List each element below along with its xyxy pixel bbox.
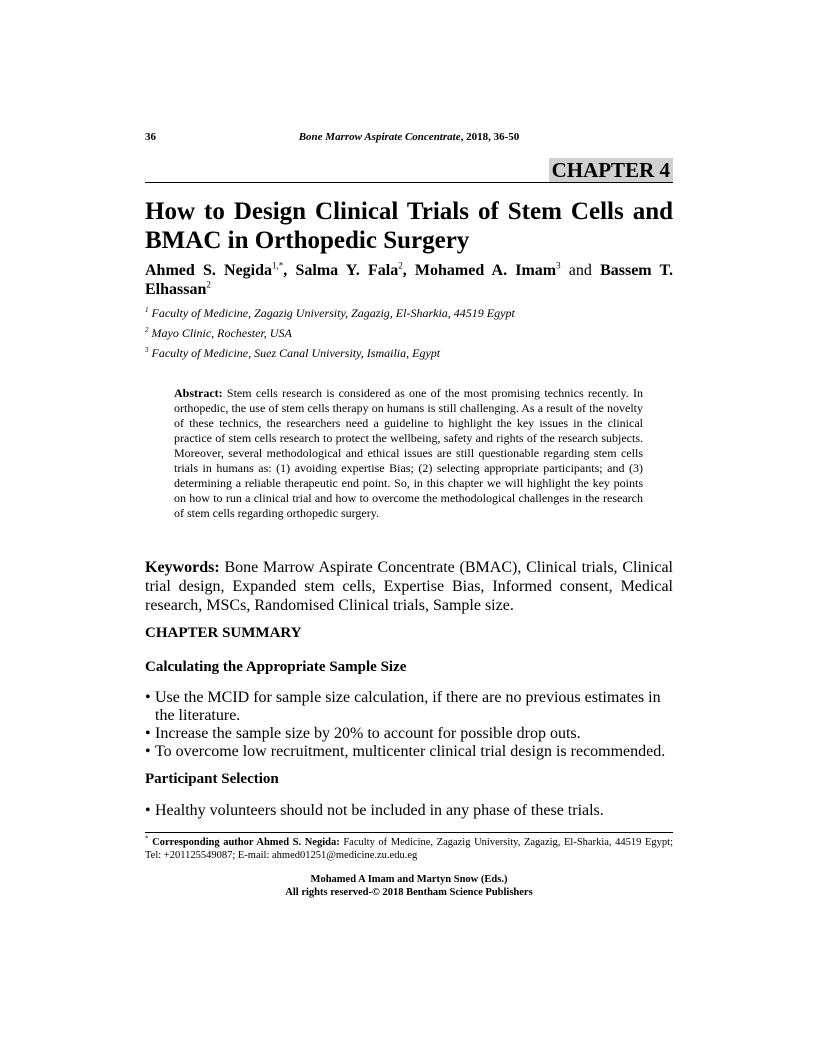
list-item: • Use the MCID for sample size calculation, if there are no previous estimates in the literature.: [145, 689, 673, 725]
footnote-text: Faculty of Medicine, Zagazig University, Zagazig, El-Sharkia, 44519 Egypt; Tel: +201125549087; E-mail: ahmed01251@medicine.zu.edu.eg: [145, 837, 673, 861]
section-heading: Participant Selection: [145, 771, 279, 787]
abstract: [174, 386, 643, 521]
affiliation-text: Faculty of Medicine, Suez Canal University, Ismailia, Egypt: [151, 346, 441, 360]
author-name: Bassem T. Elhassan: [145, 262, 674, 298]
keywords-label: Keywords:: [145, 559, 220, 576]
author-list: [145, 261, 673, 299]
list-item: • Increase the sample size by 20% to account for possible drop outs.: [145, 725, 673, 743]
affiliation-item: [145, 323, 673, 343]
keywords: [145, 558, 673, 615]
bullet-list: [145, 802, 673, 820]
abstract-text: Stem cells research is considered as one of the most promising technics recently. In orthopedic, the use of stem cells therapy on humans is still challenging. As a result of the novelty of these technics, the researchers need a guideline to highlight the key issues in the clinical practice of stem cells research to protect the wellbeing, safety and rights of the research subjects. Moreover, several methodological and ethical issues are still questionable regarding stem cells trials in humans as: (1) avoiding expertise Bias; (2) selecting appropriate participants; and (3) determining a reliable therapeutic end point. So, in this chapter we will highlight the key points on how to run a clinical trial and how to overcome the methodological challenges in the research of stem cells regarding orthopedic surgery.: [174, 386, 643, 520]
abstract-label: Abstract:: [174, 386, 223, 400]
footnote: [145, 836, 673, 862]
journal-year-pages: , 2018, 36-50: [460, 131, 520, 143]
keywords-text: Bone Marrow Aspirate Concentrate (BMAC), Clinical trials, Clinical trial design, Expanded stem cells, Expertise Bias, Informed consent, Medical research, MSCs, Randomised Clinical trials, Sample size.: [145, 559, 674, 614]
list-item: • Healthy volunteers should not be included in any phase of these trials.: [145, 802, 673, 820]
page-number: 36: [145, 131, 156, 143]
journal-title: Bone Marrow Aspirate Concentrate: [298, 131, 461, 143]
footnote-label: Corresponding author Ahmed S. Negida:: [152, 837, 340, 848]
copyright-line: All rights reserved-© 2018 Bentham Science Publishers: [285, 887, 533, 898]
affiliation-marker: 1: [145, 306, 149, 314]
affiliation-item: [145, 343, 673, 363]
bullet-list: [145, 689, 673, 761]
author-affiliation-marker: 2: [206, 279, 211, 290]
author-name: Salma Y. Fala: [295, 262, 399, 279]
author-separator: ,: [283, 262, 296, 279]
running-head: [145, 131, 673, 147]
journal-citation: [145, 131, 673, 143]
footnote-marker: *: [145, 834, 149, 843]
list-item: • To overcome low recruitment, multicenter clinical trial design is recommended.: [145, 743, 673, 761]
affiliation-marker: 3: [145, 346, 149, 354]
author-name: Mohamed A. Imam: [414, 262, 557, 279]
affiliation-marker: 2: [145, 326, 149, 334]
affiliation-list: [145, 303, 673, 363]
section-heading: Calculating the Appropriate Sample Size: [145, 659, 407, 675]
author-separator: and: [560, 262, 601, 279]
author-affiliation-marker: 3: [556, 260, 561, 271]
author-name: Ahmed S. Negida: [145, 262, 273, 279]
chapter-label: CHAPTER 4: [549, 158, 673, 182]
affiliation-item: [145, 303, 673, 323]
affiliation-text: Faculty of Medicine, Zagazig University, Zagazig, El-Sharkia, 44519 Egypt: [151, 306, 515, 320]
chapter-divider: [145, 182, 673, 183]
chapter-summary-heading: CHAPTER SUMMARY: [145, 625, 302, 641]
chapter-title: How to Design Clinical Trials of Stem Cells and BMAC in Orthopedic Surgery: [145, 198, 673, 254]
editors-line: Mohamed A Imam and Martyn Snow (Eds.): [310, 874, 508, 885]
footnote-divider: [145, 832, 673, 833]
author-affiliation-marker: 1,*: [272, 260, 284, 271]
author-affiliation-marker: 2: [398, 260, 403, 271]
author-separator: ,: [402, 262, 415, 279]
imprint: [145, 873, 673, 899]
affiliation-text: Mayo Clinic, Rochester, USA: [151, 326, 292, 340]
